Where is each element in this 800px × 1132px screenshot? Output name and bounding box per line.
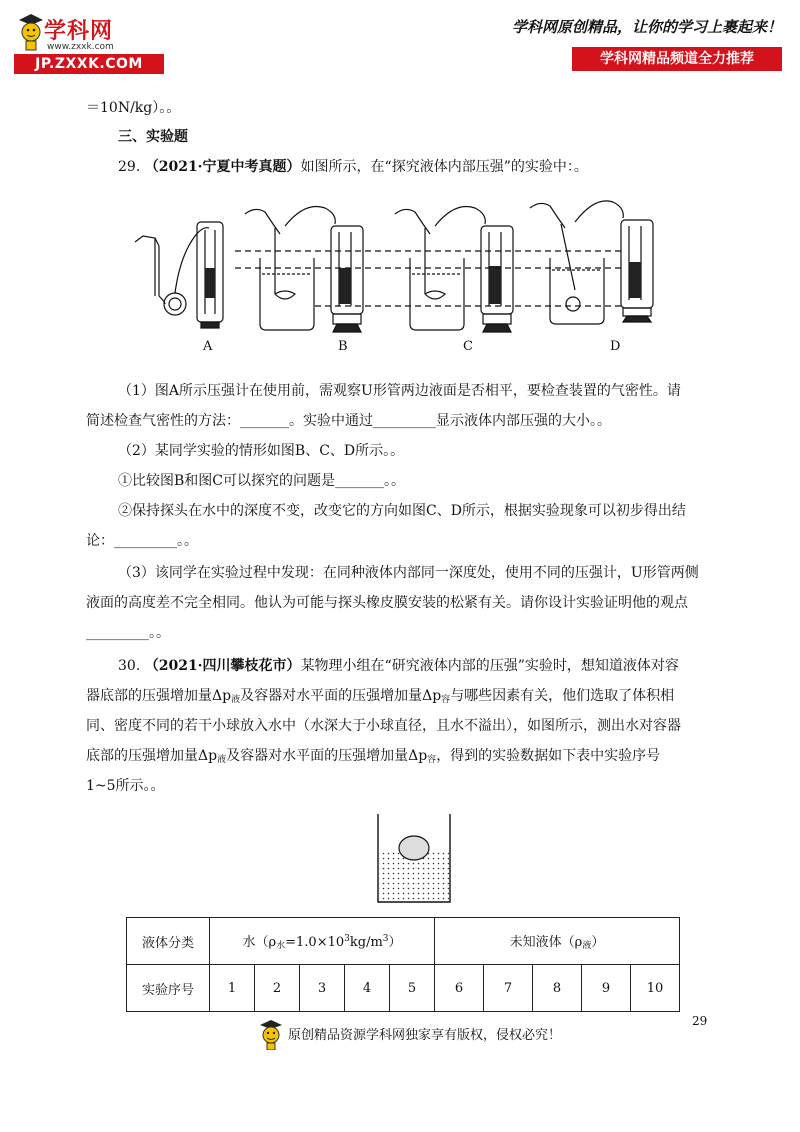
q30-text-2c: 与哪些因素有关，他们选取了体积相: [450, 688, 675, 704]
section-title: 三、实验题: [118, 129, 188, 145]
q30-text-4a: 底部的压强增加量Δp: [86, 748, 218, 764]
table-cell: 5: [390, 965, 435, 1012]
unknown-sub: 液: [582, 941, 592, 951]
table-cell: 10: [631, 965, 680, 1012]
q29-part3-line3: _________。。: [86, 625, 170, 641]
q30-sub-liquid: 液: [231, 695, 241, 705]
figure-c-setup: [395, 206, 513, 332]
q29-heading: [118, 157, 588, 177]
header-banner: 学科网精品频道全力推荐: [572, 47, 782, 71]
q29-part2-1: ①比较图B和图C可以探究的问题是_______。。: [118, 473, 405, 489]
figure-label-a: A: [203, 339, 213, 354]
unknown-text-a: 未知液体（ρ: [509, 935, 583, 950]
figure-a-manometer: [135, 222, 223, 328]
table-cell: 6: [435, 965, 484, 1012]
unknown-text-b: ）: [591, 935, 605, 950]
table-row: [127, 965, 680, 1012]
row-label-experiment-no: 实验序号: [127, 965, 210, 1012]
top-fragment: ＝10N/kg）。。: [86, 100, 181, 116]
q29-part3-line1: （3）该同学在实验过程中发现：在同种液体内部同一深度处，使用不同的压强计，U形管两侧: [118, 565, 699, 581]
q29-part2-2-line1: ②保持探头在水中的深度不变，改变它的方向如图C、D所示，根据实验现象可以初步得出结: [118, 503, 686, 519]
q30-text-4c: ，得到的实验数据如下表中实验序号: [436, 748, 661, 764]
table-cell: 3: [300, 965, 345, 1012]
q30-source: （2021·四川攀枝花市）: [144, 658, 301, 674]
table-cell: 4: [345, 965, 390, 1012]
table-cell: 8: [533, 965, 582, 1012]
figure-label-b: B: [338, 339, 348, 354]
q30-text-2b: 及容器对水平面的压强增加量Δp: [240, 688, 442, 704]
table-cell: 7: [484, 965, 533, 1012]
q30-sub-liquid-2: 液: [217, 755, 227, 765]
q30-line4: [86, 746, 660, 770]
logo-url[interactable]: JP.ZXXK.COM: [14, 54, 164, 74]
q30-text-4b: 及容器对水平面的压强增加量Δp: [226, 748, 428, 764]
q30-line2: [86, 686, 674, 710]
water-text-d: ）: [388, 935, 402, 950]
water-sup: 3: [344, 934, 350, 944]
q29-part2: （2）某同学实验的情形如图B、C、D所示。。: [118, 443, 405, 459]
site-logo: [14, 12, 164, 76]
water-text-a: 水（ρ: [242, 935, 277, 950]
data-table: [126, 917, 680, 1012]
table-row: [127, 918, 680, 965]
table-cell: 2: [255, 965, 300, 1012]
q29-number: 29.: [118, 159, 141, 175]
q29-part1-line1: （1）图A所示压强计在使用前，需观察U形管两边液面是否相平，要检查装置的气密性。请: [118, 383, 681, 399]
q29-part2-2-line2: 论：_________。。: [86, 533, 198, 549]
mascot-icon: [258, 1018, 284, 1050]
figure-label-c: C: [463, 339, 473, 354]
water-sup-2: 3: [382, 934, 389, 944]
q30-sub-container: 容: [441, 695, 451, 705]
q30-number: 30.: [118, 658, 141, 674]
q30-sub-container-2: 容: [427, 755, 437, 765]
water-text-b: =1.0×10: [285, 935, 345, 950]
q29-part1-line2: 简述检查气密性的方法：_______。实验中通过_________显示液体内部压强的大小。。: [86, 413, 611, 429]
footer-copyright: 原创精品资源学科网独家享有版权，侵权必究！: [288, 1028, 562, 1043]
mascot-icon: [16, 12, 46, 52]
q29-part3-line2: 液面的高度差不完全相同。他认为可能与探头橡皮膜安装的松紧有关。请你设计实验证明他的观点: [86, 595, 688, 611]
table-cell: 1: [210, 965, 255, 1012]
q29-source: （2021·宁夏中考真题）: [144, 159, 301, 175]
q29-stem: 如图所示，在“探究液体内部压强”的实验中：。: [300, 159, 588, 175]
q30-text-1: 某物理小组在“研究液体内部的压强”实验时，想知道液体对容: [300, 658, 679, 674]
q30-text-2a: 器底部的压强增加量Δp: [86, 688, 232, 704]
q30-line3: 同、密度不同的若干小球放入水中（水深大于小球直径，且水不溢出），如图所示，测出水对容器: [86, 718, 681, 734]
table-cell: 9: [582, 965, 631, 1012]
header-slogan: 学科网原创精品，让你的学习上裹起来！: [511, 18, 782, 36]
unknown-liquid-header: [435, 918, 680, 965]
pressure-experiment-figure: [125, 196, 670, 361]
water-text-c: kg/m: [349, 935, 383, 950]
logo-title: 学科网: [44, 19, 114, 44]
figure-b-setup: [245, 206, 363, 332]
logo-subtitle: www.zxxk.com: [47, 42, 114, 52]
page-number: 29: [692, 1014, 708, 1028]
q30-line5: 1~5所示。。: [86, 778, 165, 794]
row-label-liquid-type: 液体分类: [127, 918, 210, 965]
water-sub: 水: [276, 941, 286, 951]
q30-line1: [118, 656, 679, 676]
footer: [258, 1018, 598, 1052]
water-header: [210, 918, 435, 965]
container-ball-figure: [372, 812, 462, 908]
figure-label-d: D: [610, 339, 621, 354]
